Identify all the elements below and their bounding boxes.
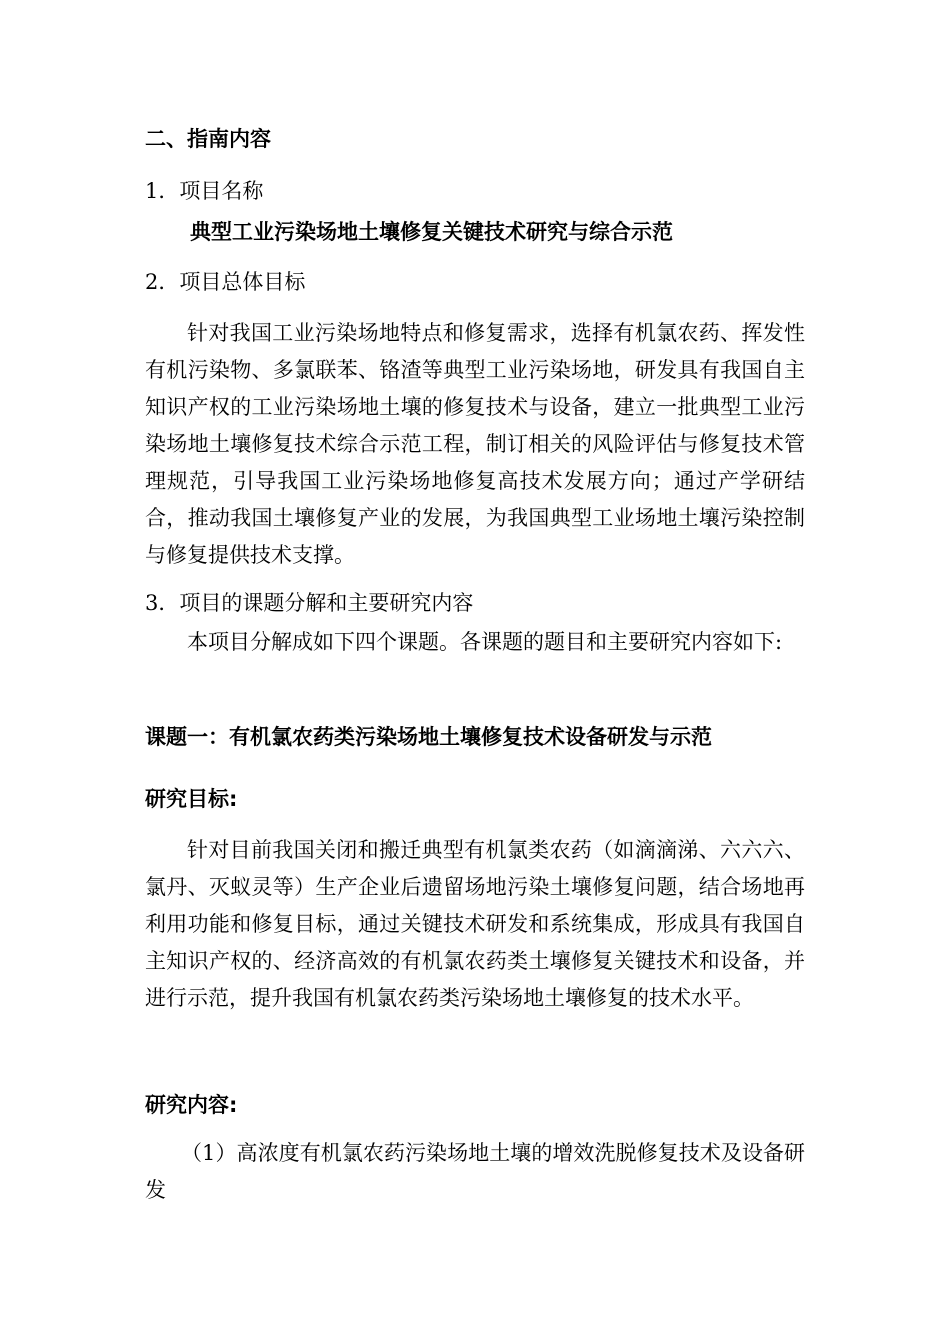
content-item-1: （1）高浓度有机氯农药污染场地土壤的增效洗脱修复技术及设备研发: [145, 1141, 805, 1202]
overall-goal-paragraph: 针对我国工业污染场地特点和修复需求，选择有机氯农药、挥发性有机污染物、多氯联苯、铬渣等典型工业污染场地，研发具有我国自主知识产权的工业污染场地土壤的修复技术与设备，建立一批典型工业污染场地土壤修复技术综合示范工程，制订相关的风险评估与修复技术管理规范，引导我国工业污染场地修复高技术发展方向；通过产学研结合，推动我国土壤修复产业的发展，为我国典型工业场地土壤污染控制与修复提供技术支撑。: [145, 321, 805, 567]
item3-heading: 3．项目的课题分解和主要研究内容: [145, 591, 474, 615]
section-heading: 二、指南内容: [145, 127, 271, 151]
topic1-goal-paragraph: 针对目前我国关闭和搬迁典型有机氯类农药（如滴滴涕、六六六、氯丹、灭蚁灵等）生产企业后遗留场地污染土壤修复问题，结合场地再利用功能和修复目标，通过关键技术研发和系统集成，形成具有我国自主知识产权的、经济高效的有机氯农药类土壤修复关键技术和设备，并进行示范，提升我国有机氯农药类污染场地土壤修复的技术水平。: [145, 838, 805, 1010]
topic1-heading: 课题一：有机氯农药类污染场地土壤修复技术设备研发与示范: [145, 725, 712, 749]
content-label: 研究内容:: [145, 1093, 238, 1117]
item1-heading: 1．项目名称: [145, 179, 264, 203]
project-title: 典型工业污染场地土壤修复关键技术研究与综合示范: [190, 220, 673, 244]
item3-intro-paragraph: 本项目分解成如下四个课题。各课题的题目和主要研究内容如下:: [187, 630, 783, 654]
item2-heading: 2．项目总体目标: [145, 270, 306, 294]
goal-label: 研究目标:: [145, 787, 238, 811]
